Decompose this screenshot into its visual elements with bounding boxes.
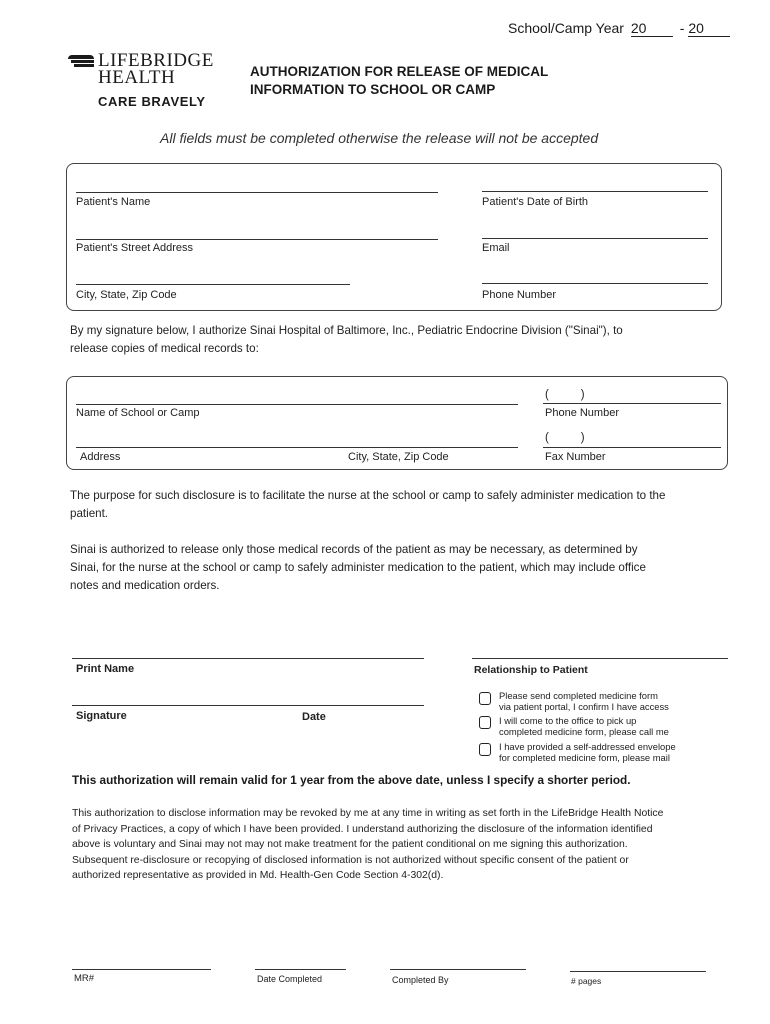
option-mail-checkbox[interactable] xyxy=(479,743,491,756)
patient-name-line[interactable] xyxy=(76,192,438,193)
option-mail-line1: I have provided a self-addressed envelope xyxy=(499,741,676,752)
patient-name-label: Patient's Name xyxy=(76,196,151,208)
option-pickup-checkbox[interactable] xyxy=(479,716,491,729)
option-portal-label xyxy=(499,690,669,712)
patient-address-line[interactable] xyxy=(76,239,438,240)
pages-label: # pages xyxy=(571,976,602,986)
school-address-line[interactable] xyxy=(76,447,518,448)
revocation-line3: above is voluntary and Sinai may not may not make treatment for the patient conditional on me signing this authorization. xyxy=(72,839,628,850)
patient-city-label: City, State, Zip Code xyxy=(76,289,177,301)
mr-line[interactable] xyxy=(72,969,211,970)
school-phone-label: Phone Number xyxy=(545,407,619,419)
scope-paragraph xyxy=(70,541,646,595)
revocation-paragraph xyxy=(72,806,663,884)
option-portal-line2: via patient portal, I confirm I have access xyxy=(499,701,669,712)
logo-line1: LIFEBRIDGE xyxy=(98,50,214,71)
completed-by-label: Completed By xyxy=(392,975,449,985)
school-year-label: School/Camp Year xyxy=(508,20,624,36)
revocation-line5: authorized representative as provided in Md. Health-Gen Code Section 4-302(d). xyxy=(72,870,444,881)
form-title xyxy=(250,63,548,99)
purpose-line1: The purpose for such disclosure is to facilitate the nurse at the school or camp to safely administer medication to the xyxy=(70,489,666,502)
revocation-line2: of Privacy Practices, a copy of which I have been provided. I understand authorizing the disclosure of the information identified xyxy=(72,823,653,835)
mr-label: MR# xyxy=(74,973,95,984)
patient-email-label: Email xyxy=(482,242,510,254)
date-completed-line[interactable] xyxy=(255,969,346,970)
school-year-sep: - xyxy=(679,20,685,36)
patient-phone-line[interactable] xyxy=(482,283,708,284)
pages-line[interactable] xyxy=(570,971,706,972)
school-year-field xyxy=(508,20,730,37)
option-pickup-label xyxy=(499,715,669,737)
school-year-end[interactable]: 20 xyxy=(688,20,730,37)
print-name-line[interactable] xyxy=(72,658,424,659)
validity-statement: This authorization will remain valid for 1 year from the above date, unless I specify a shorter period. xyxy=(72,773,631,787)
school-address-label: Address xyxy=(80,451,121,463)
patient-phone-label: Phone Number xyxy=(482,289,556,301)
patient-dob-line[interactable] xyxy=(482,191,708,192)
patient-dob-label: Patient's Date of Birth xyxy=(482,196,589,208)
school-fax-label: Fax Number xyxy=(545,451,606,463)
authorization-line2: release copies of medical records to: xyxy=(70,342,259,355)
authorization-line1: By my signature below, I authorize Sinai Hospital of Baltimore, Inc., Pediatric Endocrine Division ("Sinai"), to xyxy=(70,324,623,337)
scope-line1: Sinai is authorized to release only those medical records of the patient as may be necessary, as determined by xyxy=(70,543,638,556)
scope-line3: notes and medication orders. xyxy=(70,579,220,592)
school-year-start[interactable]: 20 xyxy=(631,20,673,37)
option-mail-label xyxy=(499,741,676,763)
logo-tagline: CARE BRAVELY xyxy=(98,94,206,109)
purpose-paragraph xyxy=(70,487,665,523)
patient-email-line[interactable] xyxy=(482,238,708,239)
patient-city-line[interactable] xyxy=(76,284,350,285)
scope-line2: Sinai, for the nurse at the school or camp to safely administer medication to the patient, which may include office xyxy=(70,561,646,574)
option-pickup-line2: completed medicine form, please call me xyxy=(499,726,669,737)
patient-address-label: Patient's Street Address xyxy=(76,242,194,254)
option-portal-line1: Please send completed medicine form xyxy=(499,690,658,701)
school-phone-area-code: ( ) xyxy=(545,389,585,401)
completed-by-line[interactable] xyxy=(390,969,526,970)
school-city-label: City, State, Zip Code xyxy=(348,451,449,463)
date-completed-label: Date Completed xyxy=(257,974,323,984)
revocation-line4: Subsequent re-disclosure or recopying of disclosed information is not authorized without specific consent of the patient or xyxy=(72,854,629,866)
school-name-label: Name of School or Camp xyxy=(76,407,200,419)
lifebridge-logo-icon xyxy=(68,55,94,69)
option-portal-checkbox[interactable] xyxy=(479,692,491,705)
form-title-line2: INFORMATION TO SCHOOL OR CAMP xyxy=(250,82,496,97)
logo-line2: HEALTH xyxy=(98,67,176,88)
purpose-line2: patient. xyxy=(70,507,109,520)
required-notice: All fields must be completed otherwise the release will not be accepted xyxy=(160,130,599,146)
school-fax-line[interactable] xyxy=(543,447,721,448)
relationship-label: Relationship to Patient xyxy=(474,664,588,676)
option-mail-line2: for completed medicine form, please mail xyxy=(499,752,670,763)
option-pickup-line1: I will come to the office to pick up xyxy=(499,715,637,726)
lifebridge-logo xyxy=(68,52,228,112)
print-name-label: Print Name xyxy=(76,663,135,675)
revocation-line1: This authorization to disclose information may be revoked by me at any time in writing as set forth in the LifeBridge Health Notice xyxy=(72,808,664,819)
form-title-line1: AUTHORIZATION FOR RELEASE OF MEDICAL xyxy=(250,64,549,79)
school-phone-line[interactable] xyxy=(543,403,721,404)
school-fax-area-code: ( ) xyxy=(545,432,585,444)
signature-line[interactable] xyxy=(72,705,424,706)
school-name-line[interactable] xyxy=(76,404,518,405)
signature-label: Signature xyxy=(76,710,127,722)
authorization-statement xyxy=(70,322,623,358)
date-label: Date xyxy=(302,711,326,723)
relationship-line[interactable] xyxy=(472,658,728,659)
